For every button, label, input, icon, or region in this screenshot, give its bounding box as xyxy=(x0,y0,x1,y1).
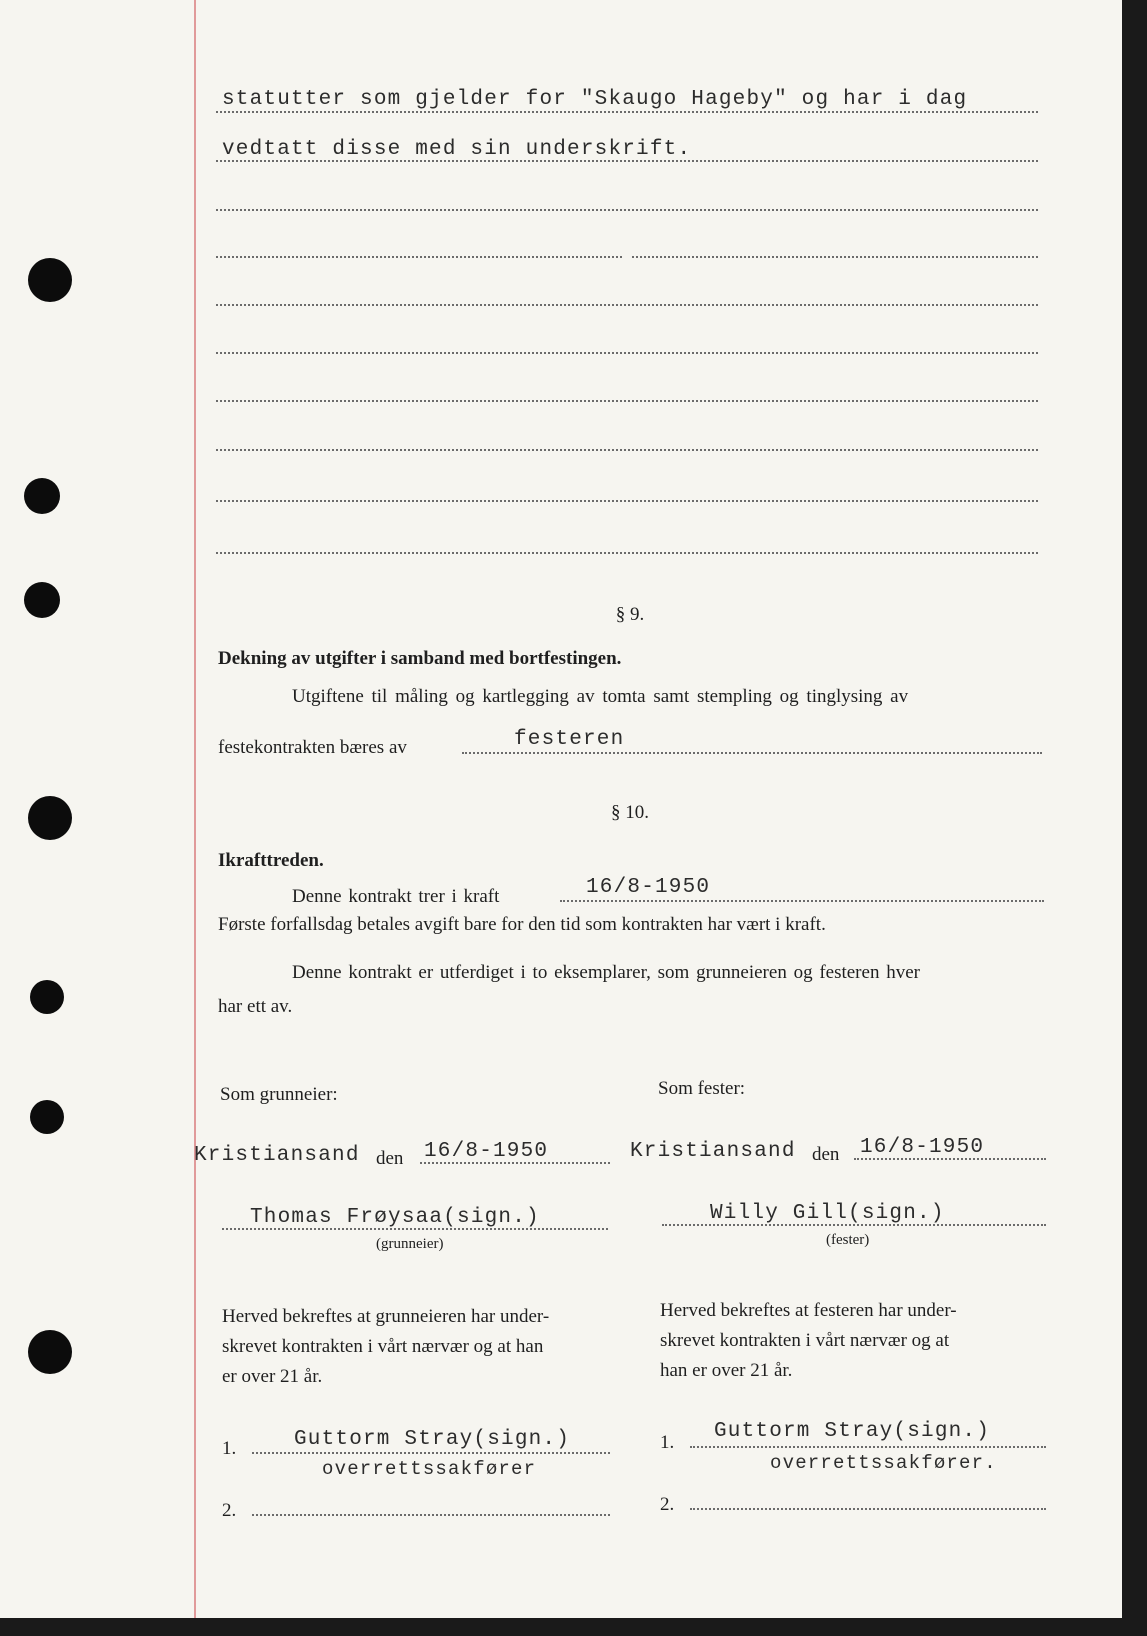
left-witness-1-name: Guttorm Stray(sign.) xyxy=(294,1428,571,1451)
section-10-effective-label: Denne kontrakt trer i kraft xyxy=(292,886,500,907)
section-10-first-due: Første forfallsdag betales avgift bare for den tid som kontrakten har vært i kraft. xyxy=(218,914,826,935)
section-10-heading: Ikrafttreden. xyxy=(218,850,324,871)
dotted-rule xyxy=(216,256,622,258)
dotted-rule xyxy=(252,1452,610,1454)
section-9-bearer-label: festekontrakten bæres av xyxy=(218,737,407,758)
section-9-heading: Dekning av utgifter i samband med bortfestingen. xyxy=(218,648,622,669)
right-witness-1-name: Guttorm Stray(sign.) xyxy=(714,1420,991,1443)
left-witness-1-title: overrettssakfører xyxy=(322,1458,537,1480)
left-witness-1-number: 1. xyxy=(222,1438,237,1459)
right-role-label: Som fester: xyxy=(658,1078,746,1099)
dotted-rule xyxy=(216,449,1038,451)
dotted-rule xyxy=(216,352,1038,354)
left-den-label: den xyxy=(376,1148,404,1169)
section-10-copies-line-2: har ett av. xyxy=(218,996,293,1017)
right-attest-line-1: Herved bekreftes at festeren har under- xyxy=(660,1300,957,1321)
left-date: 16/8-1950 xyxy=(424,1140,549,1163)
dotted-rule xyxy=(662,1224,1046,1226)
dotted-rule xyxy=(216,209,1038,211)
right-attest-line-3: han er over 21 år. xyxy=(660,1360,793,1381)
dotted-rule xyxy=(222,1228,608,1230)
dotted-rule xyxy=(216,500,1038,502)
dotted-rule xyxy=(216,552,1038,554)
left-witness-2-number: 2. xyxy=(222,1500,237,1521)
left-role-label: Som grunneier: xyxy=(220,1084,338,1105)
punch-hole xyxy=(24,582,60,618)
typed-line-2: vedtatt disse med sin underskrift. xyxy=(222,138,692,161)
right-den-label: den xyxy=(812,1144,840,1165)
right-witness-1-title: overrettssakfører. xyxy=(770,1452,997,1474)
section-9-body: Utgiftene til måling og kartlegging av tomta samt stempling og tinglysing av xyxy=(292,686,909,707)
punch-hole xyxy=(30,1100,64,1134)
typed-line-1: statutter som gjelder for "Skaugo Hageby" og har i dag xyxy=(222,88,968,111)
dotted-rule xyxy=(216,400,1038,402)
section-10-effective-date: 16/8-1950 xyxy=(586,876,711,899)
right-place: Kristiansand xyxy=(630,1140,796,1163)
right-attest-line-2: skrevet kontrakten i vårt nærvær og at xyxy=(660,1330,950,1351)
section-10-copies-line-1: Denne kontrakt er utferdiget i to eksemplarer, som grunneieren og festeren hver xyxy=(292,962,920,983)
dotted-rule xyxy=(560,900,1044,902)
dotted-rule xyxy=(216,160,1038,162)
section-9-bearer-value: festeren xyxy=(514,728,625,751)
punch-hole xyxy=(28,1330,72,1374)
right-signer-caption: (fester) xyxy=(826,1232,870,1248)
left-place: Kristiansand xyxy=(194,1144,360,1167)
right-witness-2-number: 2. xyxy=(660,1494,675,1515)
punch-hole xyxy=(28,258,72,302)
right-witness-1-number: 1. xyxy=(660,1432,675,1453)
dotted-rule xyxy=(632,256,1038,258)
left-signer-caption: (grunneier) xyxy=(376,1236,444,1252)
left-attest-line-2: skrevet kontrakten i vårt nærvær og at han xyxy=(222,1336,544,1357)
left-attest-line-1: Herved bekreftes at grunneieren har under- xyxy=(222,1306,550,1327)
dotted-rule xyxy=(216,111,1038,113)
left-signer-name: Thomas Frøysaa(sign.) xyxy=(250,1206,540,1229)
punch-hole xyxy=(24,478,60,514)
dotted-rule xyxy=(252,1514,610,1516)
left-attest-line-3: er over 21 år. xyxy=(222,1366,323,1387)
dotted-rule xyxy=(690,1446,1046,1448)
section-10-number: § 10. xyxy=(611,802,649,823)
right-signer-name: Willy Gill(sign.) xyxy=(710,1202,945,1225)
dotted-rule xyxy=(216,304,1038,306)
right-date: 16/8-1950 xyxy=(860,1136,985,1159)
punch-hole xyxy=(30,980,64,1014)
section-9-number: § 9. xyxy=(615,604,645,625)
punch-hole xyxy=(28,796,72,840)
margin-rule xyxy=(194,0,196,1618)
dotted-rule xyxy=(690,1508,1046,1510)
dotted-rule xyxy=(462,752,1042,754)
